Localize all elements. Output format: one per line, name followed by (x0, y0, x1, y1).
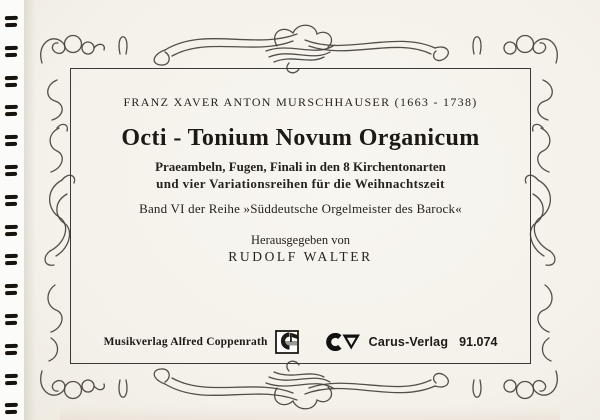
binding-coil (5, 314, 18, 327)
coppenrath-publisher-label: Musikverlag Alfred Coppenrath (103, 336, 268, 348)
binding-coil (5, 135, 18, 148)
binding-coil (5, 46, 18, 59)
binding-coil (5, 195, 18, 208)
binding-coil (5, 284, 18, 297)
binding-coil (5, 254, 18, 267)
subtitle-line-2: und vier Variationsreihen für die Weihnachtszeit (156, 176, 445, 191)
binding-coil (5, 403, 18, 416)
series-line: Band VI der Reihe »Süddeutsche Orgelmeister des Barock« (139, 201, 462, 216)
binding-coil (5, 225, 18, 238)
page-edge-shadow (24, 0, 36, 420)
binding-coil (5, 105, 18, 118)
catalog-number: 91.074 (459, 335, 498, 349)
subtitle-line-1: Praeambeln, Fugen, Finali in den 8 Kirchentonarten (155, 159, 446, 174)
scan-bottom-tint (60, 406, 560, 420)
work-title: Octi - Tonium Novum Organicum (121, 125, 480, 151)
composer-line: FRANZ XAVER ANTON MURSCHHAUSER (1663 - 1738) (123, 95, 478, 109)
carus-publisher-label: Carus-Verlag (368, 335, 449, 349)
spiral-binding (0, 0, 24, 420)
binding-coil (5, 374, 18, 387)
publisher-imprint-row (70, 329, 531, 355)
editor-name: RUDOLF WALTER (228, 249, 373, 264)
binding-coil (5, 76, 18, 89)
binding-coil (5, 165, 18, 178)
editor-prefix: Herausgegeben von (251, 233, 350, 247)
carus-cv-monogram-icon (326, 333, 361, 351)
binding-coil (5, 344, 18, 357)
binding-coil (5, 16, 18, 29)
coppenrath-music-note-logo-icon (275, 330, 299, 354)
